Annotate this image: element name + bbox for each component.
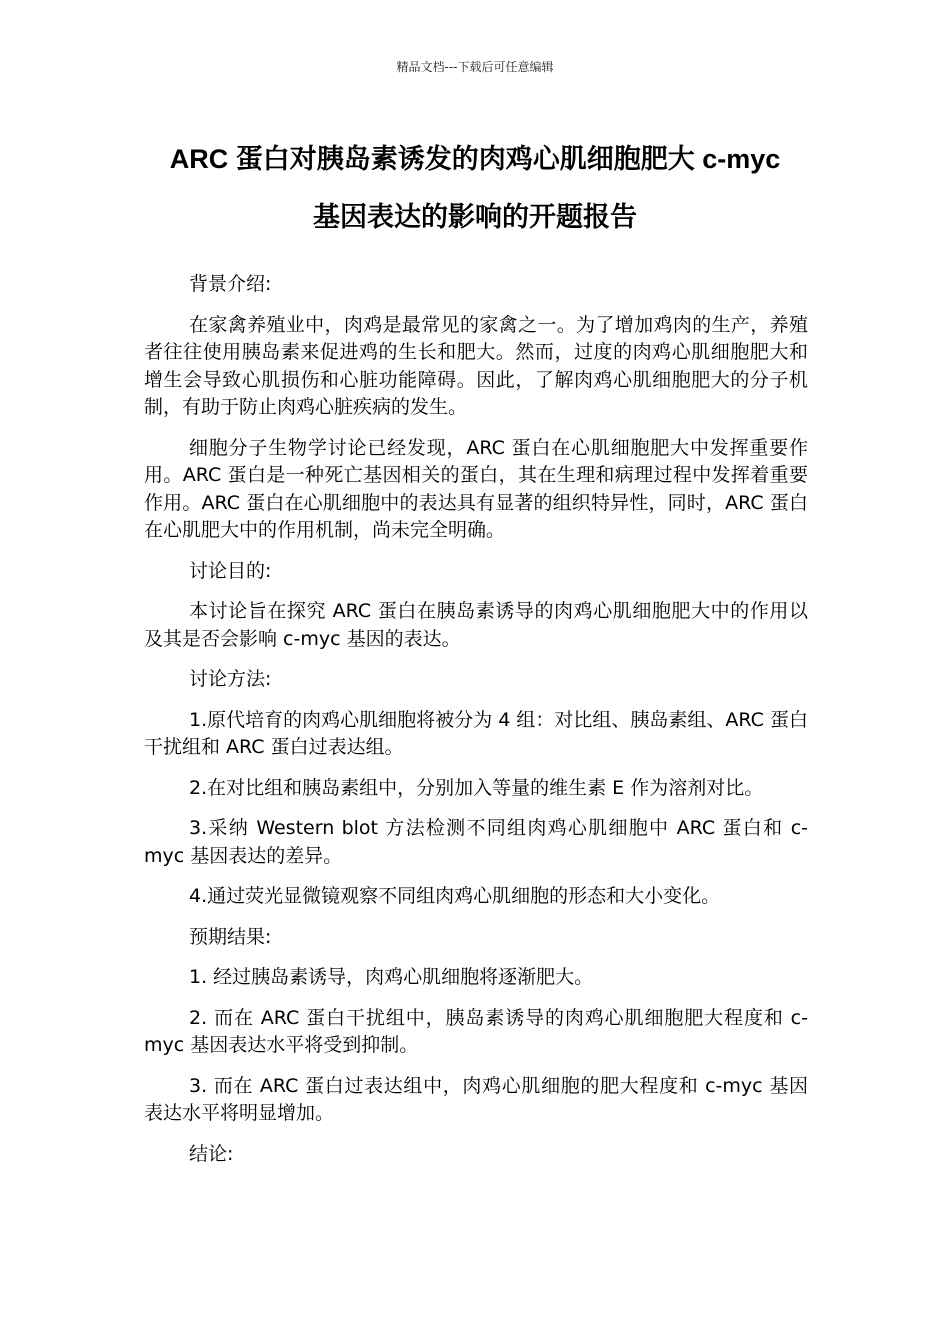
method-item-3: 3.采纳 Western blot 方法检测不同组肉鸡心肌细胞中 ARC 蛋白和 c-myc 基因表达的差异。	[144, 817, 808, 867]
page-header-note: 精品文档---下载后可任意编辑	[396, 60, 554, 74]
conclusion-heading: 结论:	[189, 1142, 234, 1165]
title-line-2: 基因表达的影响的开题报告	[313, 202, 637, 232]
results-item-2: 2. 而在 ARC 蛋白干扰组中，胰岛素诱导的肉鸡心肌细胞肥大程度和 c-myc 基因表达水平将受到抑制。	[144, 1006, 808, 1056]
method-item-4: 4.通过荧光显微镜观察不同组肉鸡心肌细胞的形态和大小变化。	[189, 885, 721, 907]
background-paragraph-2: 细胞分子生物学讨论已经发现，ARC 蛋白在心肌细胞肥大中发挥重要作用。ARC 蛋白是一种死亡基因相关的蛋白，其在生理和病理过程中发挥着重要作用。ARC 蛋白在心肌细胞中的表达具有显著的组织特异性，同时，ARC 蛋白在心肌肥大中的作用机制，尚未完全明确。	[144, 436, 808, 541]
title-line-1: ARC 蛋白对胰岛素诱发的肉鸡心肌细胞肥大 c-myc	[169, 144, 781, 174]
document-body	[144, 271, 808, 1181]
background-paragraph-1: 在家禽养殖业中，肉鸡是最常见的家禽之一。为了增加鸡肉的生产，养殖者往往使用胰岛素来促进鸡的生长和肥大。然而，过度的肉鸡心肌细胞肥大和增生会导致心肌损伤和心脏功能障碍。因此，了解肉鸡心肌细胞肥大的分子机制，有助于防止肉鸡心脏疾病的发生。	[144, 313, 808, 418]
method-heading: 讨论方法:	[189, 668, 272, 690]
document-title	[120, 130, 830, 246]
method-item-1: 1.原代培育的肉鸡心肌细胞将被分为 4 组：对比组、胰岛素组、ARC 蛋白干扰组和 ARC 蛋白过表达组。	[144, 708, 808, 758]
purpose-paragraph: 本讨论旨在探究 ARC 蛋白在胰岛素诱导的肉鸡心肌细胞肥大中的作用以及其是否会影响 c-myc 基因的表达。	[144, 600, 808, 650]
purpose-heading: 讨论目的:	[189, 559, 272, 582]
background-heading: 背景介绍:	[189, 273, 272, 295]
method-item-2: 2.在对比组和胰岛素组中，分别加入等量的维生素 E 作为溶剂对比。	[189, 776, 764, 799]
results-item-1: 1. 经过胰岛素诱导，肉鸡心肌细胞将逐渐肥大。	[189, 966, 594, 988]
results-item-3: 3. 而在 ARC 蛋白过表达组中，肉鸡心肌细胞的肥大程度和 c-myc 基因表达水平将明显增加。	[144, 1074, 808, 1124]
results-heading: 预期结果:	[189, 925, 272, 948]
